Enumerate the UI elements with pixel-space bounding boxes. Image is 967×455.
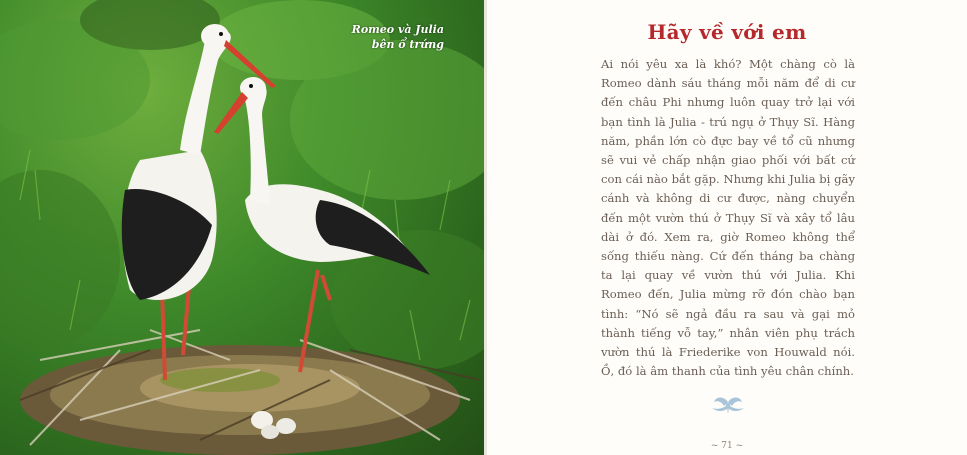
page-title: Hãy về với em xyxy=(647,20,807,44)
fleuron-ornament-icon xyxy=(708,394,748,416)
photo-caption xyxy=(352,22,444,52)
caption-line-1: Romeo và Julia xyxy=(351,23,444,36)
caption-line-2: bên ổ trứng xyxy=(371,38,444,51)
body-paragraph: Ai nói yêu xa là khó? Một chàng cò là Romeo dành sáu tháng mỗi năm để di cư đến châu Phi nhưng luôn quay trở lại với bạn tình là Julia - trú ngụ ở Thụy Sĩ. Hàng năm, phần lớn cò đực bay về tổ cũ nhưng sẽ vui vẻ chấp nhận giao phối với bất cứ con cái nào bắt gặp. Nhưng khi Julia bị gãy cánh và không di cư được, nàng chuyển đến một vườn thú ở Thụy Sĩ và xây tổ lâu dài ở đó. Xem ra, giờ Romeo không thể sống thiếu nàng. Cứ đến tháng ba chàng ta lại quay về vườn thú với Julia. Khi Romeo đến, Julia mừng rỡ đón chào bạn tình: “Nó sẽ ngả đầu ra sau và gại mỏ thành tiếng vỗ tay,” nhân viên phụ trách vườn thú là Friederike von Houwald nói. Ồ, đó là âm thanh của tình yêu chân chính. xyxy=(601,57,855,379)
page-number: ~ 71 ~ xyxy=(710,441,744,451)
text-page xyxy=(487,0,967,455)
